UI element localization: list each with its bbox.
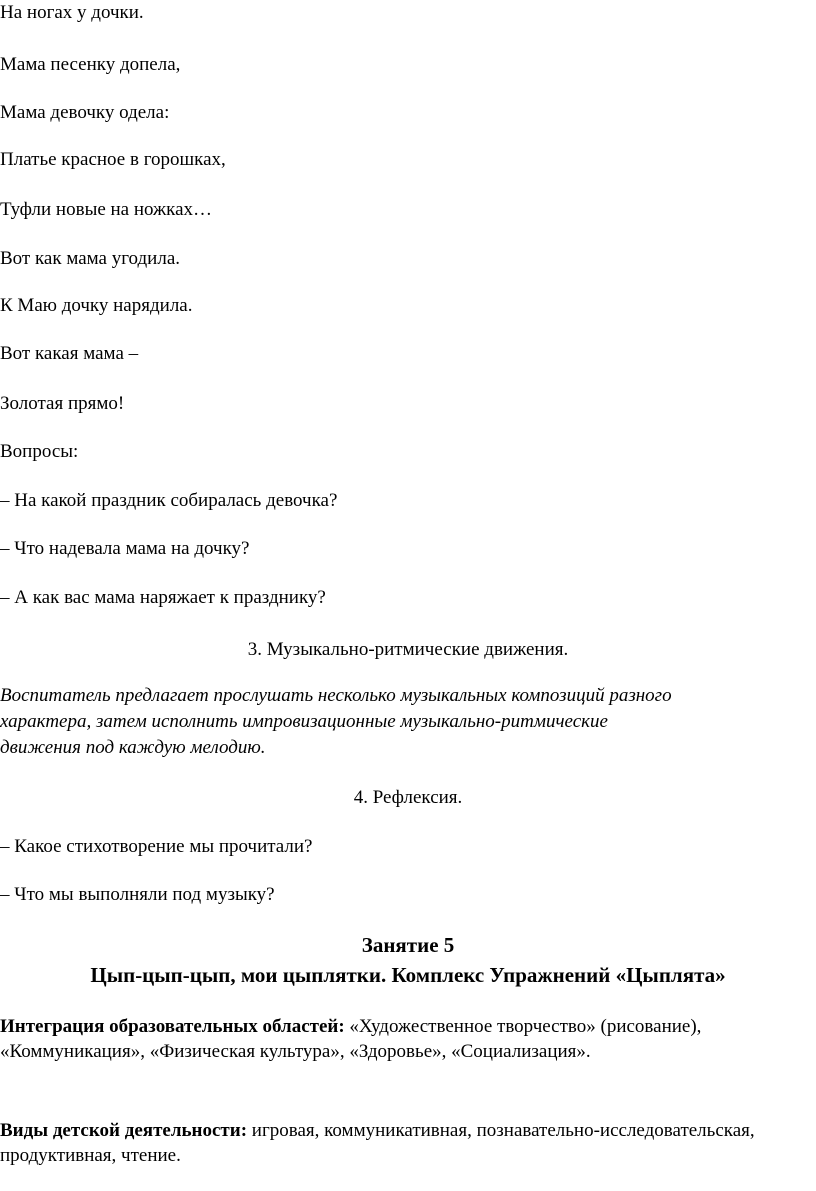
questions-heading: Вопросы: [0,441,79,462]
question-item: – На какой праздник собиралась девочка? [0,490,338,511]
activities-paragraph [0,1118,812,1168]
poem-line: На ногах у дочки. [0,2,144,23]
poem-line: Платье красное в горошках, [0,149,226,170]
poem-line: Туфли новые на ножках… [0,199,213,220]
section-3-title: 3. Музыкально-ритмические движения. [247,639,569,660]
question-item: – Что надевала мама на дочку? [0,538,250,559]
section-3-text-line: движения под каждую мелодию. [0,737,266,758]
reflection-question: – Какое стихотворение мы прочитали? [0,836,313,857]
reflection-question: – Что мы выполняли под музыку? [0,884,275,905]
integration-label: Интеграция образовательных областей: [0,1016,345,1037]
section-4-title: 4. Рефлексия. [353,787,463,808]
integration-paragraph [0,1014,812,1064]
activities-text: игровая, коммуникативная, познавательно-исследовательская, продуктивная, чтение. [0,1120,755,1166]
poem-line: Вот какая мама – [0,343,139,364]
section-3-text-line: Воспитатель предлагает прослушать несколько музыкальных композиций разного [0,685,672,706]
section-3-text-line: характера, затем исполнить импровизационные музыкально-ритмические [0,711,608,732]
poem-line: Золотая прямо! [0,393,125,414]
poem-line: К Маю дочку нарядила. [0,295,193,316]
question-item: – А как вас мама наряжает к празднику? [0,587,326,608]
poem-line: Мама песенку допела, [0,54,181,75]
poem-line: Вот как мама угодила. [0,248,181,269]
lesson-title: Занятие 5 [361,933,455,957]
poem-line: Мама девочку одела: [0,102,170,123]
lesson-subtitle: Цып-цып-цып, мои цыплятки. Комплекс Упражнений «Цыплята» [90,963,726,987]
activities-label: Виды детской деятельности: [0,1120,248,1141]
integration-text: «Художественное творчество» (рисование), «Коммуникация», «Физическая культура», «Здоровье», «Социализация». [0,1016,702,1062]
